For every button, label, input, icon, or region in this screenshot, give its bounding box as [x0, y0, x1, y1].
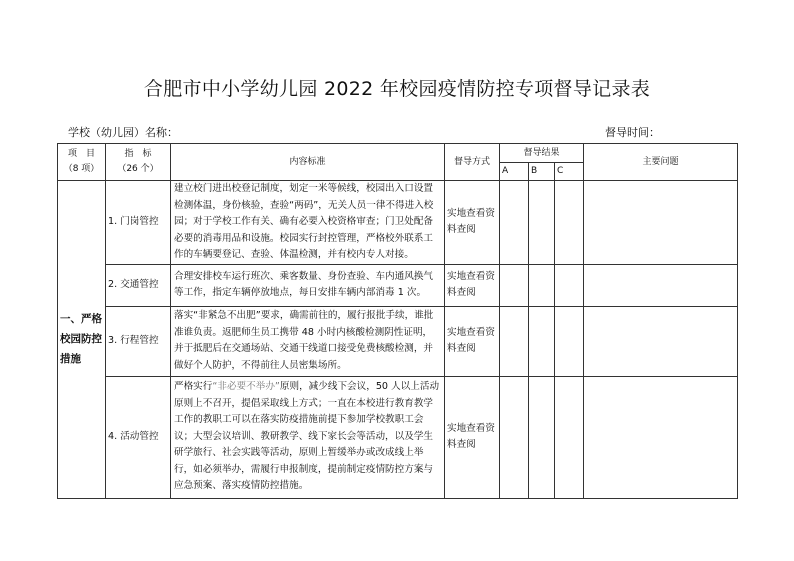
problems-cell[interactable] — [584, 264, 738, 306]
content-cell — [171, 376, 445, 498]
header-result: 督导结果 — [500, 144, 584, 163]
header-method: 督导方式 — [445, 144, 500, 181]
header-item: 项 目 （8 项） — [58, 144, 106, 181]
result-a-cell[interactable] — [500, 376, 529, 498]
indicator-cell: 3. 行程管控 — [106, 306, 171, 376]
result-c-cell[interactable] — [555, 376, 584, 498]
problems-cell[interactable] — [584, 376, 738, 498]
content-cell: 建立校门进出校登记制度，划定一米等候线，校园出入口设置检测体温，身份核验，查验“两码”，无关人员一律不得进入校园；对于学校工作有关、确有必要入校资格审查；门卫处配备必要的消毒用品和设施。校园实行封控管理，严格校外联系工作的车辆要登记、查验、体温检测，并有校内专人对接。 — [171, 181, 445, 265]
content-text: 原则，减少线下会议，50 人以上活动原则上不召开，提倡采取线上方式；一直在本校进行教育教学工作的教职工可以在落实防疫措施前提下参加学校教职工会议；大型会议培训、教研教学、线下家长会等活动，以及学生研学旅行、社会实践等活动，原则上暂缓举办或改成线上举行，如必须举办，需履行申报制度，提前制定疫情防控方案与应急预案、落实疫情防控措施。 — [174, 381, 440, 492]
indicator-cell: 1. 门岗管控 — [106, 181, 171, 265]
header-problems: 主要问题 — [584, 144, 738, 181]
content-quote: “非必要不举办” — [212, 381, 280, 393]
result-b-cell[interactable] — [529, 264, 555, 306]
header-indicator: 指 标 （26 个） — [106, 144, 171, 181]
page-title: 合肥市中小学幼儿园 2022 年校园疫情防控专项督导记录表 — [143, 78, 651, 100]
content-text: 严格实行 — [174, 381, 213, 393]
table-row — [58, 181, 738, 265]
inspection-time-label: 督导时间： — [605, 126, 660, 139]
header-content: 内容标准 — [171, 144, 445, 181]
inspection-table — [57, 143, 738, 499]
table-row — [58, 264, 738, 306]
result-a-cell[interactable] — [500, 264, 529, 306]
content-cell: 合理安排校车运行班次、乘客数量、身份查验、车内通风换气等工作，指定车辆停放地点，每日安排车辆内部消毒 1 次。 — [171, 264, 445, 306]
header-c: C — [555, 163, 584, 181]
table-row — [58, 306, 738, 376]
method-cell: 实地查看资料查阅 — [445, 264, 500, 306]
method-cell: 实地查看资料查阅 — [445, 181, 500, 265]
method-cell: 实地查看资料查阅 — [445, 306, 500, 376]
result-a-cell[interactable] — [500, 181, 529, 265]
section-label: 一、严格校园防控措施 — [58, 181, 106, 499]
indicator-cell: 4. 活动管控 — [106, 376, 171, 498]
result-c-cell[interactable] — [555, 181, 584, 265]
result-b-cell[interactable] — [529, 376, 555, 498]
header-b: B — [529, 163, 555, 181]
header-a: A — [500, 163, 529, 181]
method-cell: 实地查看资料查阅 — [445, 376, 500, 498]
result-b-cell[interactable] — [529, 181, 555, 265]
content-cell: 落实“非紧急不出肥”要求，确需前往的，履行报批手续，谁批准谁负责。返肥师生员工携带 48 小时内核酸检测阴性证明，并于抵肥后在交通场站、交通干线道口接受免费核酸检测，并做好个人防护，不得前往人员密集场所。 — [171, 306, 445, 376]
result-a-cell[interactable] — [500, 306, 529, 376]
result-c-cell[interactable] — [555, 264, 584, 306]
problems-cell[interactable] — [584, 306, 738, 376]
indicator-cell: 2. 交通管控 — [106, 264, 171, 306]
result-b-cell[interactable] — [529, 306, 555, 376]
school-name-label: 学校（幼儿园）名称： — [68, 126, 178, 139]
table-row — [58, 376, 738, 498]
problems-cell[interactable] — [584, 181, 738, 265]
result-c-cell[interactable] — [555, 306, 584, 376]
